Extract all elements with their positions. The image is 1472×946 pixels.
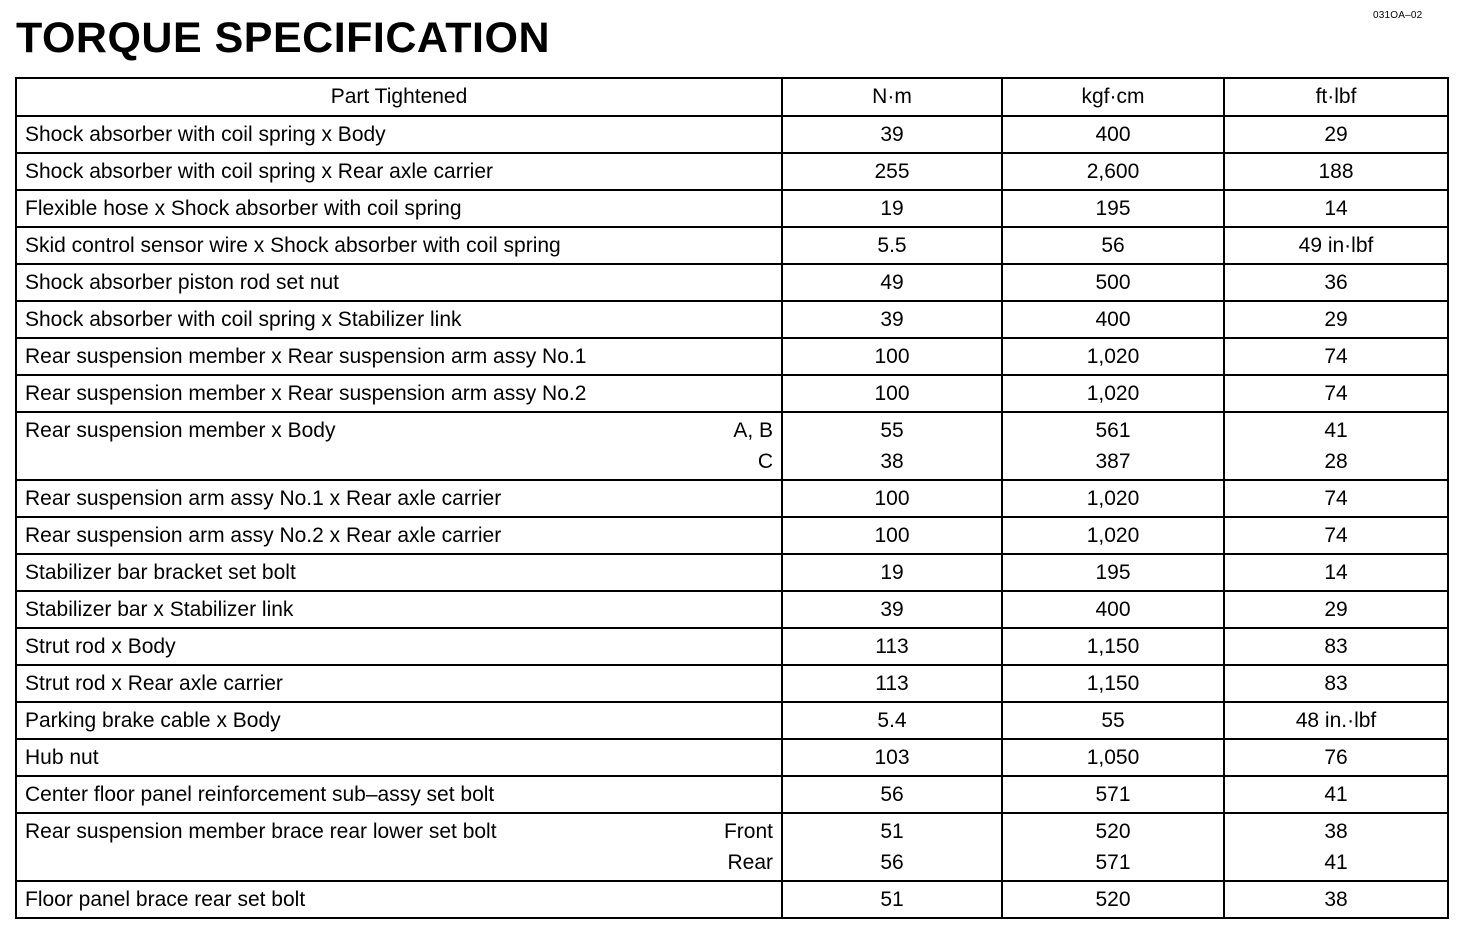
kgf-cm-cell: 55 bbox=[1002, 702, 1224, 739]
nm-cell: 51 bbox=[782, 881, 1002, 918]
nm-cell: 19 bbox=[782, 554, 1002, 591]
table-row bbox=[16, 301, 1448, 338]
part-sub-label: C bbox=[757, 450, 773, 473]
kgf-cm-cell: 56 bbox=[1002, 227, 1224, 264]
table-row bbox=[16, 480, 1448, 517]
table-row bbox=[16, 227, 1448, 264]
value: 387 bbox=[1095, 450, 1131, 473]
ft-lbf-cell: 48 in.·lbf bbox=[1224, 702, 1448, 739]
kgf-cm-cell: 2,600 bbox=[1002, 153, 1224, 190]
table-row bbox=[16, 881, 1448, 918]
value: 28 bbox=[1324, 450, 1348, 473]
page-title: TORQUE SPECIFICATION bbox=[16, 14, 550, 62]
nm-cell: 5.4 bbox=[782, 702, 1002, 739]
kgf-cm-cell: 1,050 bbox=[1002, 739, 1224, 776]
value: 56 bbox=[880, 851, 904, 874]
part-cell: Shock absorber with coil spring x Body bbox=[16, 116, 782, 153]
table-row bbox=[16, 554, 1448, 591]
ft-lbf-cell: 49 in·lbf bbox=[1224, 227, 1448, 264]
kgf-cm-cell: 400 bbox=[1002, 116, 1224, 153]
nm-cell: 100 bbox=[782, 517, 1002, 554]
kgf-cm-cell: 1,020 bbox=[1002, 517, 1224, 554]
value: 520 bbox=[1095, 820, 1131, 843]
ft-lbf-cell: 74 bbox=[1224, 338, 1448, 375]
ft-lbf-cell: 74 bbox=[1224, 517, 1448, 554]
table-row bbox=[16, 776, 1448, 813]
nm-cell: 100 bbox=[782, 375, 1002, 412]
table-row bbox=[16, 517, 1448, 554]
nm-cell: 113 bbox=[782, 628, 1002, 665]
ft-lbf-cell: 188 bbox=[1224, 153, 1448, 190]
table-row bbox=[16, 665, 1448, 702]
part-cell: Shock absorber with coil spring x Rear axle carrier bbox=[16, 153, 782, 190]
kgf-cm-cell: 1,020 bbox=[1002, 375, 1224, 412]
part-cell: Rear suspension arm assy No.1 x Rear axle carrier bbox=[16, 480, 782, 517]
ft-lbf-cell: 14 bbox=[1224, 190, 1448, 227]
header-nm: N·m bbox=[782, 78, 1002, 116]
nm-cell: 103 bbox=[782, 739, 1002, 776]
table-row bbox=[16, 338, 1448, 375]
kgf-cm-cell bbox=[1002, 813, 1224, 881]
part-cell bbox=[16, 813, 782, 881]
kgf-cm-cell: 400 bbox=[1002, 591, 1224, 628]
part-sub-label: Front bbox=[723, 820, 773, 843]
table-row bbox=[16, 591, 1448, 628]
ft-lbf-cell bbox=[1224, 813, 1448, 881]
nm-cell: 56 bbox=[782, 776, 1002, 813]
header-ft-lbf: ft·lbf bbox=[1224, 78, 1448, 116]
part-cell: Strut rod x Rear axle carrier bbox=[16, 665, 782, 702]
part-cell: Center floor panel reinforcement sub–assy set bolt bbox=[16, 776, 782, 813]
kgf-cm-cell: 571 bbox=[1002, 776, 1224, 813]
table-body bbox=[16, 116, 1448, 918]
part-cell: Flexible hose x Shock absorber with coil spring bbox=[16, 190, 782, 227]
value: 38 bbox=[1324, 820, 1348, 843]
part-sub-label: A, B bbox=[733, 419, 773, 442]
nm-cell: 39 bbox=[782, 116, 1002, 153]
table-row bbox=[16, 702, 1448, 739]
part-cell: Rear suspension arm assy No.2 x Rear axle carrier bbox=[16, 517, 782, 554]
ft-lbf-cell: 29 bbox=[1224, 591, 1448, 628]
part-sub-label: Rear bbox=[727, 851, 773, 874]
header-row bbox=[16, 78, 1448, 116]
kgf-cm-cell bbox=[1002, 412, 1224, 480]
nm-cell: 19 bbox=[782, 190, 1002, 227]
kgf-cm-cell: 1,020 bbox=[1002, 480, 1224, 517]
nm-cell: 49 bbox=[782, 264, 1002, 301]
part-cell: Floor panel brace rear set bolt bbox=[16, 881, 782, 918]
part-cell: Shock absorber piston rod set nut bbox=[16, 264, 782, 301]
part-cell: Skid control sensor wire x Shock absorber with coil spring bbox=[16, 227, 782, 264]
ft-lbf-cell: 29 bbox=[1224, 301, 1448, 338]
table-row bbox=[16, 264, 1448, 301]
ft-lbf-cell: 83 bbox=[1224, 628, 1448, 665]
ft-lbf-cell: 76 bbox=[1224, 739, 1448, 776]
ft-lbf-cell: 41 bbox=[1224, 776, 1448, 813]
ft-lbf-cell: 74 bbox=[1224, 375, 1448, 412]
table-row bbox=[16, 628, 1448, 665]
part-cell: Stabilizer bar bracket set bolt bbox=[16, 554, 782, 591]
table-row bbox=[16, 190, 1448, 227]
ft-lbf-cell bbox=[1224, 412, 1448, 480]
kgf-cm-cell: 400 bbox=[1002, 301, 1224, 338]
value: 51 bbox=[880, 820, 904, 843]
value: 571 bbox=[1095, 851, 1131, 874]
kgf-cm-cell: 520 bbox=[1002, 881, 1224, 918]
ft-lbf-cell: 29 bbox=[1224, 116, 1448, 153]
part-name: Rear suspension member brace rear lower set bolt bbox=[25, 820, 497, 843]
table-header bbox=[16, 78, 1448, 116]
nm-cell: 255 bbox=[782, 153, 1002, 190]
table-row bbox=[16, 153, 1448, 190]
torque-spec-table bbox=[15, 77, 1449, 919]
table-row bbox=[16, 375, 1448, 412]
part-cell: Shock absorber with coil spring x Stabilizer link bbox=[16, 301, 782, 338]
part-cell: Rear suspension member x Rear suspension arm assy No.1 bbox=[16, 338, 782, 375]
ft-lbf-cell: 38 bbox=[1224, 881, 1448, 918]
ft-lbf-cell: 36 bbox=[1224, 264, 1448, 301]
part-cell bbox=[16, 412, 782, 480]
nm-cell: 100 bbox=[782, 338, 1002, 375]
part-cell: Strut rod x Body bbox=[16, 628, 782, 665]
value: 561 bbox=[1095, 419, 1131, 442]
table-row bbox=[16, 412, 1448, 480]
kgf-cm-cell: 500 bbox=[1002, 264, 1224, 301]
value: 38 bbox=[880, 450, 904, 473]
ft-lbf-cell: 14 bbox=[1224, 554, 1448, 591]
part-name: Rear suspension member x Body bbox=[25, 419, 336, 442]
kgf-cm-cell: 195 bbox=[1002, 190, 1224, 227]
document-code: 031OA–02 bbox=[1373, 10, 1423, 21]
kgf-cm-cell: 1,020 bbox=[1002, 338, 1224, 375]
header-kgf-cm: kgf·cm bbox=[1002, 78, 1224, 116]
value: 41 bbox=[1324, 419, 1348, 442]
kgf-cm-cell: 1,150 bbox=[1002, 665, 1224, 702]
table-row bbox=[16, 813, 1448, 881]
kgf-cm-cell: 1,150 bbox=[1002, 628, 1224, 665]
ft-lbf-cell: 74 bbox=[1224, 480, 1448, 517]
nm-cell bbox=[782, 813, 1002, 881]
kgf-cm-cell: 195 bbox=[1002, 554, 1224, 591]
nm-cell: 5.5 bbox=[782, 227, 1002, 264]
header-part-tightened: Part Tightened bbox=[16, 78, 782, 116]
value: 55 bbox=[880, 419, 904, 442]
nm-cell: 100 bbox=[782, 480, 1002, 517]
nm-cell bbox=[782, 412, 1002, 480]
value: 41 bbox=[1324, 851, 1348, 874]
part-cell: Stabilizer bar x Stabilizer link bbox=[16, 591, 782, 628]
table-row bbox=[16, 739, 1448, 776]
part-cell: Rear suspension member x Rear suspension arm assy No.2 bbox=[16, 375, 782, 412]
part-cell: Parking brake cable x Body bbox=[16, 702, 782, 739]
part-cell: Hub nut bbox=[16, 739, 782, 776]
nm-cell: 39 bbox=[782, 301, 1002, 338]
ft-lbf-cell: 83 bbox=[1224, 665, 1448, 702]
nm-cell: 39 bbox=[782, 591, 1002, 628]
table-row bbox=[16, 116, 1448, 153]
nm-cell: 113 bbox=[782, 665, 1002, 702]
